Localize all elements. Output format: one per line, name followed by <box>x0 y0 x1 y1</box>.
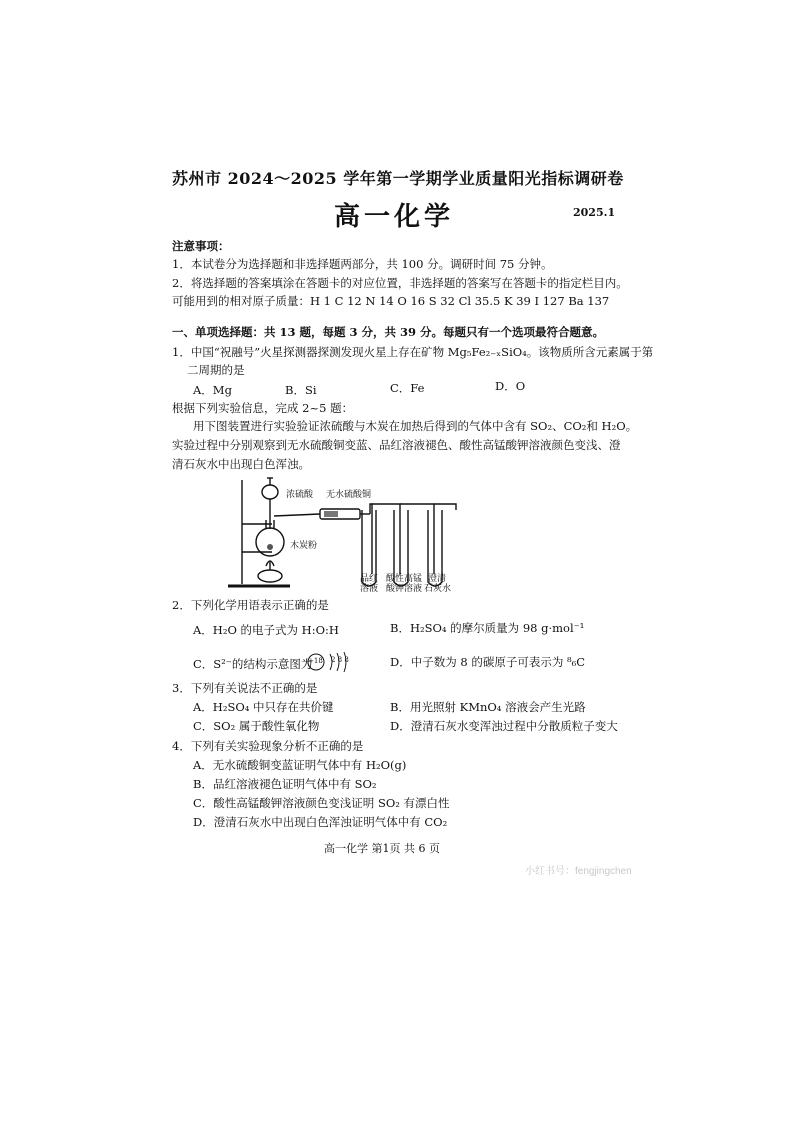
atom-shell-counts: 2 8 8 <box>331 656 349 664</box>
q3-option-c: C．SO₂ 属于酸性氧化物 <box>193 719 320 733</box>
q1-option-d: D．O <box>495 379 526 393</box>
label-tube2-line1: 酸性高锰 <box>386 574 423 584</box>
atomic-masses: 可能用到的相对原子质量：H 1 C 12 N 14 O 16 S 32 Cl 35.5 K 39 I 127 Ba 137 <box>172 294 610 308</box>
subject-title: 高一化学 <box>334 202 455 232</box>
q3-stem: 3．下列有关说法不正确的是 <box>172 681 318 695</box>
q1-stem-line2: 二周期的是 <box>187 363 245 377</box>
q1-option-b: B．Si <box>285 383 317 397</box>
label-conc-sulfuric-acid: 浓硫酸 <box>286 490 314 500</box>
intro-line-1: 根据下列实验信息，完成 2~5 题： <box>172 401 354 415</box>
q3-option-b: B．用光照射 KMnO₄ 溶液会产生光路 <box>390 700 586 714</box>
intro-line-2: 用下图装置进行实验验证浓硫酸与木炭在加热后得到的气体中含有 SO₂、CO₂和 H₂O。 <box>193 419 638 433</box>
exam-date: 2025.1 <box>573 206 616 219</box>
q4-stem: 4．下列有关实验现象分析不正确的是 <box>172 739 364 753</box>
q2-option-a: A．H₂O 的电子式为 H:O:H <box>193 623 339 637</box>
q1-stem-line1: 1．中国“祝融号”火星探测器探测发现火星上存在矿物 Mg₅Fe₂₋ₓSiO₄。该物质所含元素属于第 <box>172 345 654 359</box>
q2-option-b: B．H₂SO₄ 的摩尔质量为 98 g·mol⁻¹ <box>390 621 585 635</box>
q4-option-a: A．无水硫酸铜变蓝证明气体中有 H₂O(g) <box>193 758 407 772</box>
label-charcoal-powder: 木炭粉 <box>290 541 318 551</box>
intro-line-4: 清石灰水中出现白色浑浊。 <box>172 457 310 471</box>
label-tube1-line1: 品红 <box>360 574 379 584</box>
q2-stem: 2．下列化学用语表示正确的是 <box>172 598 329 612</box>
notice-line-2: 2．将选择题的答案填涂在答题卡的对应位置，非选择题的答案写在答题卡的指定栏目内。 <box>172 276 628 290</box>
watermark: 小红书号：fengjingchen <box>525 866 632 877</box>
label-tube3-line1: 澄清 <box>428 574 447 584</box>
q3-option-a: A．H₂SO₄ 中只存在共价键 <box>193 700 334 714</box>
page-footer: 高一化学 第1页 共 6 页 <box>324 842 440 855</box>
notice-heading: 注意事项： <box>172 239 230 253</box>
label-tube3-line2: 石灰水 <box>424 584 452 594</box>
q4-option-c: C．酸性高锰酸钾溶液颜色变浅证明 SO₂ 有漂白性 <box>193 796 450 810</box>
atom-nucleus-charge: +18 <box>308 657 323 665</box>
q4-option-d: D．澄清石灰水中出现白色浑浊证明气体中有 CO₂ <box>193 815 448 829</box>
q2-option-d: D．中子数为 8 的碳原子可表示为 ⁸₆C <box>390 655 586 669</box>
q3-option-d: D．澄清石灰水变浑浊过程中分散质粒子变大 <box>390 719 618 733</box>
label-tube2-line2: 酸钾溶液 <box>386 584 423 594</box>
q1-option-a: A．Mg <box>193 383 232 397</box>
exam-title: 苏州市 2024～2025 学年第一学期学业质量阳光指标调研卷 <box>172 169 624 188</box>
notice-line-1: 1．本试卷分为选择题和非选择题两部分，共 100 分。调研时间 75 分钟。 <box>172 257 553 271</box>
section-heading: 一、单项选择题：共 13 题，每题 3 分，共 39 分。每题只有一个选项最符合题意。 <box>172 325 605 339</box>
label-tube1-line2: 溶液 <box>360 584 379 594</box>
q1-option-c: C．Fe <box>390 381 425 395</box>
label-anhydrous-cuso4: 无水硫酸铜 <box>326 490 372 500</box>
intro-line-3: 实验过程中分别观察到无水硫酸铜变蓝、品红溶液褪色、酸性高锰酸钾溶液颜色变浅、澄 <box>172 438 621 452</box>
q2-option-c: C．S²⁻的结构示意图为 <box>193 657 313 671</box>
q4-option-b: B．品红溶液褪色证明气体中有 SO₂ <box>193 777 377 791</box>
